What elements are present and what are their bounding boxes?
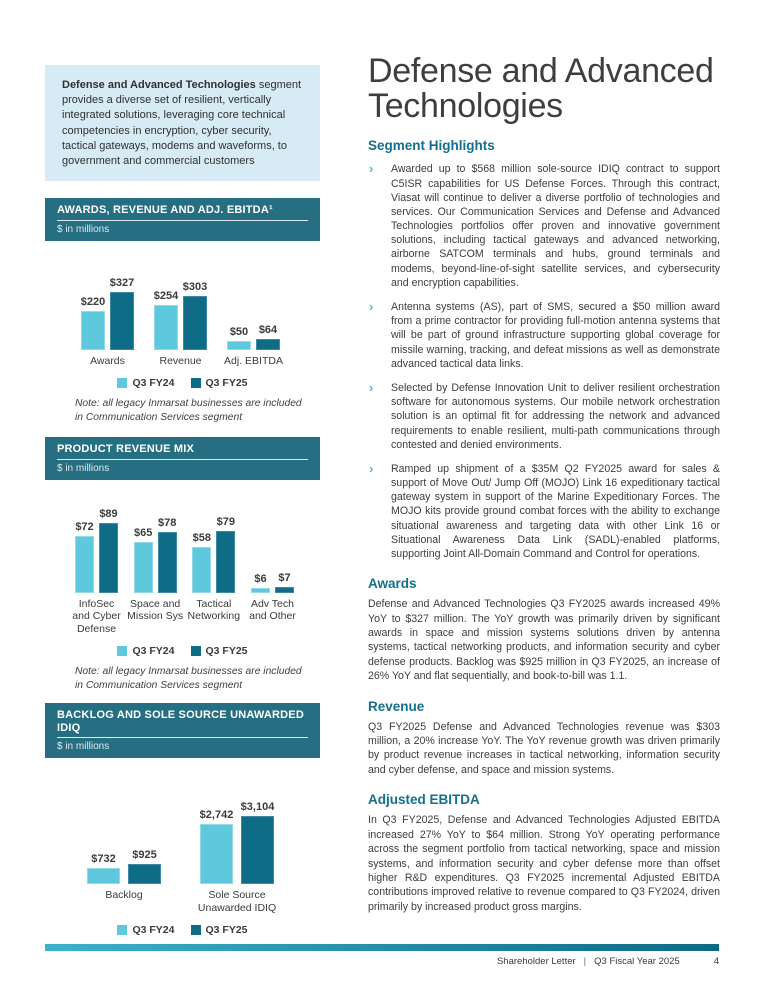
chart-subtitle: $ in millions xyxy=(57,223,110,235)
legend-label: Q3 FY24 xyxy=(132,377,175,390)
legend-label: Q3 FY25 xyxy=(205,924,248,937)
bar-with-label xyxy=(275,572,294,593)
bar xyxy=(134,542,153,593)
bar-with-label xyxy=(110,277,134,350)
list-item xyxy=(368,162,720,290)
bar-value-label: $7 xyxy=(278,571,291,584)
main-column xyxy=(368,0,720,914)
revenue-body: Q3 FY2025 Defense and Advanced Technologies revenue was $303 million, a 20% increase YoY. The YoY revenue growth was driven primarily by product revenue increases in tactical networking, information security and cyber defense, and space and mission systems. xyxy=(368,720,720,776)
chart-category-labels xyxy=(81,354,283,368)
chart-legend xyxy=(45,377,320,389)
footer xyxy=(45,956,719,967)
bar-with-label xyxy=(200,809,233,884)
chart-title: AWARDS, REVENUE AND ADJ. EBITDA¹ xyxy=(57,204,308,221)
adjusted-ebitda-heading: Adjusted EBITDA xyxy=(368,792,480,808)
footer-separator: | xyxy=(583,956,587,967)
category-label: Backlog xyxy=(105,889,143,902)
bar-value-label: $78 xyxy=(157,516,177,529)
bullet-text: Ramped up shipment of a $35M Q2 FY2025 award for sales & support of Move Out/ Jump Off (MOJO) Link 16 expeditionary tactical gateway system in support of the Marine Expeditionary Forces. The MOJO kits provide ground combat forces with the ability to exchange situational awareness and targeting data with other Link 16 or Situational Awareness Data Link (SADL)-enabled platforms, supporting Joint All-Domain Command and Control for operations. xyxy=(391,462,720,561)
awards-heading: Awards xyxy=(368,576,417,592)
chart-title: BACKLOG AND SOLE SOURCE UNAWARDED IDIQ xyxy=(57,709,308,738)
bar-group xyxy=(251,572,294,593)
bar-with-label xyxy=(154,290,178,350)
chart-awards-revenue-ebitda xyxy=(45,198,320,424)
bar-with-label xyxy=(134,527,153,593)
bar-group xyxy=(134,517,177,593)
legend-swatch xyxy=(191,378,201,388)
bar-chart-plot xyxy=(81,274,280,350)
bullet-chevron-icon: › xyxy=(369,379,374,395)
chart-legend xyxy=(45,645,320,657)
bar xyxy=(256,339,280,350)
bar xyxy=(158,532,177,593)
bar-group xyxy=(75,508,118,593)
revenue-heading: Revenue xyxy=(368,698,425,714)
bar-chart-plot xyxy=(75,505,294,593)
chart-header xyxy=(45,198,320,241)
bar-with-label xyxy=(256,324,280,350)
bar xyxy=(200,824,233,884)
chart-backlog-idiq xyxy=(45,703,320,936)
bar-value-label: $303 xyxy=(182,280,208,293)
info-box-text: segment provides a diverse set of resilient, vertically integrated solutions, leveraging core technical competencies in encryption, cyber security, tactical gateways, modems and waveforms, to government and commercial customers xyxy=(62,79,302,167)
bar xyxy=(75,536,94,593)
bar-value-label: $3,104 xyxy=(240,801,275,814)
category-label: InfoSec and Cyber Defense xyxy=(72,597,121,635)
bar xyxy=(99,523,118,593)
bar xyxy=(128,864,161,884)
bar-with-label xyxy=(183,281,207,350)
bar-value-label: $58 xyxy=(192,531,211,544)
chart-header xyxy=(45,437,320,480)
awards-body: Defense and Advanced Technologies Q3 FY2025 awards increased 49% YoY to $327 million. The YoY growth was primarily driven by significant awards in space and mission systems solutions driven by antenna systems, tactical networking products, and information security and cyber defense products. Backlog was $925 million in Q3 FY2025, an increase of 26% YoY and flat sequentially, and book-to-bill was 1.1. xyxy=(368,598,720,683)
segment-info-box xyxy=(45,65,320,181)
page-title: Defense and Advanced Technologies xyxy=(368,52,714,125)
bullet-text: Selected by Defense Innovation Unit to deliver resilient orchestration software for autonomous systems. Our mobile network orchestration solution is an optimal fit for addressing the network and advanced requirements to enable resilient, multi-path communications through contested and denied environments. xyxy=(391,381,720,451)
legend-item xyxy=(191,924,248,936)
bar-value-label: $220 xyxy=(80,295,106,308)
category-label: Space and Mission Sys xyxy=(127,597,184,623)
list-item xyxy=(368,381,720,452)
bar-with-label xyxy=(87,853,120,884)
bar-with-label xyxy=(75,521,94,593)
bar xyxy=(216,531,235,593)
legend-item xyxy=(117,924,174,936)
bar xyxy=(275,587,294,593)
bar-group xyxy=(192,516,235,593)
category-label: Revenue xyxy=(159,354,202,367)
legend-swatch xyxy=(117,925,127,935)
bar xyxy=(154,305,178,350)
chart-note: Note: all legacy Inmarsat businesses are included in Communication Services segment xyxy=(75,398,302,423)
info-box-lead: Defense and Advanced Technologies xyxy=(62,79,256,91)
legend-swatch xyxy=(117,378,127,388)
bar xyxy=(81,311,105,350)
bar xyxy=(227,341,251,350)
chart-category-labels xyxy=(87,889,277,914)
bar-value-label: $79 xyxy=(216,515,235,528)
bar-value-label: $50 xyxy=(229,325,249,338)
bullet-text: Awarded up to $568 million sole-source IDIQ contract to support C5ISR capabilities for US Defense Forces. Through this contract, Viasat will continue to deliver a diverse portfolio of technologies and services. Our Communication Services and Defense and Advanced Technologies portfolios offer proven and innovative government solutions, including tactical gateways and advanced networking, airborne SATCOM terminals and hubs, ground terminals and modems, beyond-line-of-sight satellite services, and cybersecurity and encryption capabilities. xyxy=(391,163,720,289)
bar-value-label: $925 xyxy=(132,849,157,862)
category-label: Tactical Networking xyxy=(187,597,241,623)
bar-value-label: $254 xyxy=(153,289,179,302)
bar xyxy=(87,868,120,884)
bar-with-label xyxy=(241,801,274,884)
segment-highlights-heading: Segment Highlights xyxy=(368,138,495,154)
chart-product-revenue-mix xyxy=(45,437,320,692)
bar-with-label xyxy=(251,573,270,593)
list-item xyxy=(368,462,720,561)
bar xyxy=(183,296,207,350)
category-label: Awards xyxy=(90,354,125,367)
bullet-chevron-icon: › xyxy=(369,161,374,177)
legend-label: Q3 FY25 xyxy=(205,645,248,658)
footer-doc-name: Shareholder Letter xyxy=(496,956,576,967)
bar-value-label: $327 xyxy=(109,276,135,289)
legend-item xyxy=(191,645,248,657)
bullet-chevron-icon: › xyxy=(369,460,374,476)
legend-label: Q3 FY24 xyxy=(132,924,175,937)
chart-subtitle: $ in millions xyxy=(57,462,110,474)
chart-legend xyxy=(45,924,320,936)
footer-accent-bar xyxy=(45,944,719,951)
adjusted-ebitda-body: In Q3 FY2025, Defense and Advanced Technologies Adjusted EBITDA increased 27% YoY to $64 million. Strong YoY operating performance across the segment portfolio from tactical networking, space and mission systems, and information security and cyber defense more than offset higher R&D expenditures. Q3 FY2025 incremental Adjusted EBITDA contributions improved relative to revenue compared to Q3 FY2024, driven primarily by increased product gross margins. xyxy=(368,814,720,913)
bar-value-label: $89 xyxy=(99,507,118,520)
chart-note: Note: all legacy Inmarsat businesses are included in Communication Services segment xyxy=(75,666,302,691)
bar-group xyxy=(81,277,134,350)
bar-value-label: $2,742 xyxy=(199,809,234,822)
legend-item xyxy=(117,645,174,657)
chart-header xyxy=(45,703,320,758)
bullet-text: Antenna systems (AS), part of SMS, secured a $50 million award from a prime contractor for providing full-motion antenna systems that will be part of ground infrastructure supporting global coverage for missile warning, tracking, and defeat missions as well as demonstrate advanced tactical data links. xyxy=(391,301,720,370)
page-number: 4 xyxy=(713,956,719,967)
bar-group xyxy=(154,281,207,350)
bar xyxy=(192,547,211,593)
category-label: Adv Tech and Other xyxy=(249,597,296,623)
chart-category-labels xyxy=(72,597,296,636)
legend-label: Q3 FY24 xyxy=(132,645,175,658)
highlight-bullets xyxy=(368,162,720,561)
bar-group xyxy=(227,324,280,350)
bar-with-label xyxy=(158,517,177,593)
bar-with-label xyxy=(192,532,211,593)
bar-chart-plot xyxy=(87,798,274,884)
chart-title: PRODUCT REVENUE MIX xyxy=(57,443,308,460)
bar-group xyxy=(200,801,274,884)
list-item xyxy=(368,300,720,371)
chart-subtitle: $ in millions xyxy=(57,741,110,753)
bar-with-label xyxy=(99,508,118,593)
bar-value-label: $732 xyxy=(91,853,116,866)
bullet-chevron-icon: › xyxy=(369,299,374,315)
bar-with-label xyxy=(227,326,251,350)
bar-with-label xyxy=(216,516,235,593)
legend-item xyxy=(117,377,174,389)
category-label: Sole Source Unawarded IDIQ xyxy=(197,889,277,914)
legend-item xyxy=(191,377,248,389)
legend-swatch xyxy=(191,646,201,656)
footer-edition: Q3 Fiscal Year 2025 xyxy=(594,956,680,967)
category-label: Adj. EBITDA xyxy=(224,354,283,367)
bar xyxy=(110,292,134,350)
bar-value-label: $65 xyxy=(133,526,153,539)
bar-value-label: $64 xyxy=(258,323,278,336)
bar-with-label xyxy=(128,849,161,884)
bar-group xyxy=(87,849,161,884)
bar-with-label xyxy=(81,296,105,350)
bar-value-label: $6 xyxy=(254,572,267,585)
legend-swatch xyxy=(117,646,127,656)
legend-label: Q3 FY25 xyxy=(205,377,248,390)
bar xyxy=(251,588,270,593)
legend-swatch xyxy=(191,925,201,935)
bar-value-label: $72 xyxy=(75,520,94,533)
bar xyxy=(241,816,274,884)
